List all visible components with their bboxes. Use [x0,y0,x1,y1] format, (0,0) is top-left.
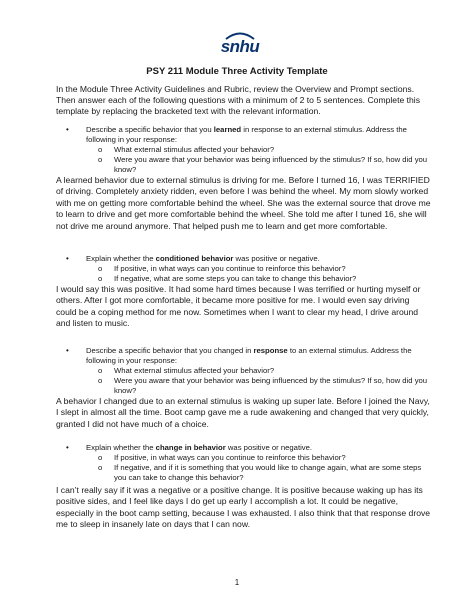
answer-2: I would say this was positive. It had some hard times because I was terrified or hurting myself or others. After I got more comfortable, it became more positive for me. I would even say driving could be a coping method for me now. Sometimes when I want to clear my head, I drive around and listen to music. [56,284,421,329]
answer-1: A learned behavior due to external stimulus is driving for me. Before I turned 16, I was TERRIFIED of driving. Completely anxiety ridden, even before I was behind the wheel. My mom slowly worked with me on getting more comfortable behind the wheel. She was the external source that drove me to learn to drive and get more comfortable behind the wheel. She told me after I tuned 16, she will not drive me around anymore. That helped push me to learn and get more comfortable. [56,175,431,231]
page-number: 1 [234,578,240,587]
question-2-sub-1: o If positive, in what ways can you continue to reinforce this behavior? [98,264,346,273]
circle-bullet-icon: o [98,274,103,283]
question-4-sub-2: o If negative, and if it is something that you would like to change again, what are some steps you can take to change this behavior? [98,463,422,482]
question-4 [56,443,432,531]
bullet-icon: • [66,125,69,134]
circle-bullet-icon: o [98,145,103,154]
question-2-sub-2: o If negative, what are some steps you can take to change this behavior? [98,274,357,283]
circle-bullet-icon: o [98,463,103,472]
question-4-prompt: • Explain whether the change in behavior was positive or negative. [66,443,313,452]
circle-bullet-icon: o [98,264,103,273]
circle-bullet-icon: o [98,376,103,385]
bullet-icon: • [66,346,69,355]
circle-bullet-icon: o [98,453,103,462]
question-2-prompt: • Explain whether the conditioned behavior was positive or negative. [66,254,320,263]
question-3-sub-1: o What external stimulus affected your behavior? [98,366,275,375]
circle-bullet-icon: o [98,366,103,375]
answer-4: I can’t really say if it was a negative or a positive change. It is positive because waking up has its positive sides, and I feel like days I do get up early I accomplish a lot. It could be negative, especially in the boot camp setting, because I was exhausted. I also think that that response drove me to sleep in insanely late on days that I can now. [56,485,431,530]
question-1-sub-1: o What external stimulus affected your behavior? [98,145,275,154]
question-1-sub-2: o Were you aware that your behavior was being influenced by the stimulus? If so, how did you know? [98,155,428,174]
page-title: PSY 211 Module Three Activity Template [146,66,328,77]
circle-bullet-icon: o [98,155,103,164]
question-1 [56,125,432,232]
question-4-sub-1: o If positive, in what ways can you continue to reinforce this behavior? [98,453,346,462]
logo-wordmark: snhu [220,37,260,56]
question-1-prompt: • Describe a specific behavior that you learned in response to an external stimulus. Address the following in your response: [66,125,407,144]
question-3-prompt: • Describe a specific behavior that you changed in response to an external stimulus. Address the following in your response: [66,346,412,365]
question-3-sub-2: o Were you aware that your behavior was being influenced by the stimulus? If so, how did you know? [98,376,428,395]
bullet-icon: • [66,443,69,452]
bullet-icon: • [66,254,69,263]
snhu-logo [218,30,262,56]
answer-3: A behavior I changed due to an external stimulus is waking up super late. Before I joined the Navy, I slept in almost all the time. Boot camp gave me a rude awakening and changed that very quickly, granted I did not have much of a choice. [56,396,430,429]
question-2 [56,254,432,330]
intro-paragraph: In the Module Three Activity Guidelines and Rubric, review the Overview and Prompt sections. Then answer each of the following questions with a minimum of 2 to 5 sentences. Complete this template by replacing the bracketed text with the relevant information. [56,84,420,117]
question-3 [56,346,432,430]
